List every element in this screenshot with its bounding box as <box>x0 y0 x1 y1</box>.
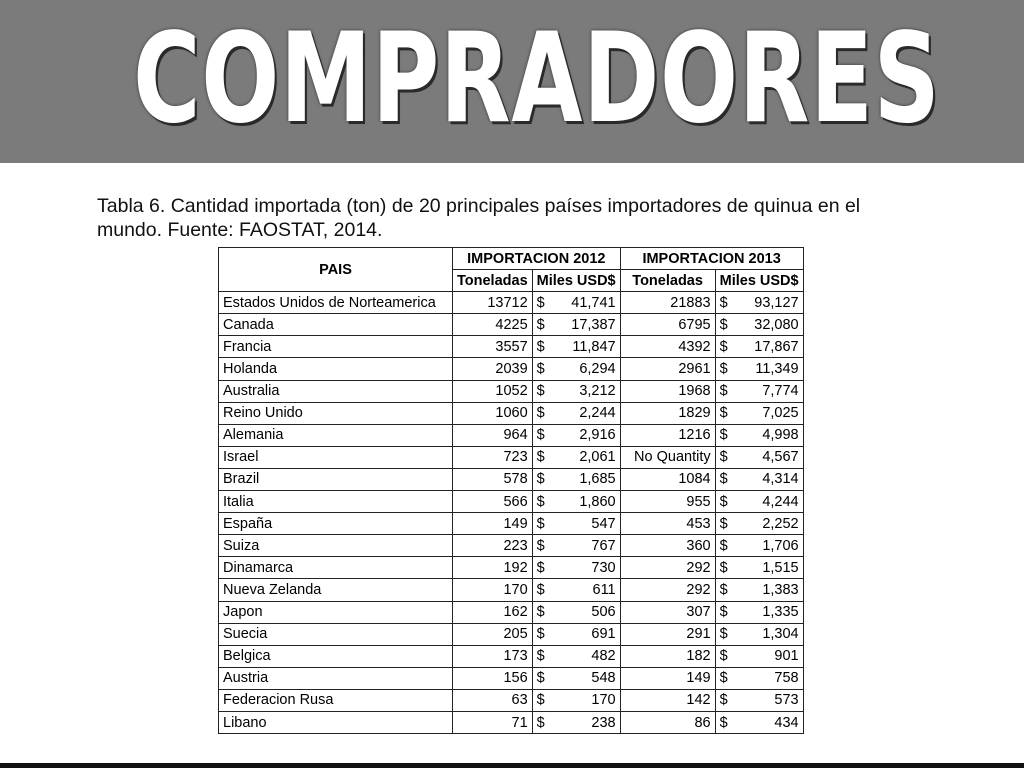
table-row <box>219 468 804 490</box>
usd-value: 4,314 <box>762 471 799 488</box>
cell-usd-2012 <box>532 667 620 689</box>
cell-tons-2013: 86 <box>620 711 715 733</box>
cell-usd-2013 <box>715 468 803 490</box>
usd-value: 238 <box>591 714 616 731</box>
cell-usd-2013 <box>715 689 803 711</box>
header-import-2013: IMPORTACION 2013 <box>620 248 803 270</box>
cell-usd-2013 <box>715 402 803 424</box>
cell-usd-2013 <box>715 336 803 358</box>
cell-tons-2012: 1060 <box>453 402 533 424</box>
usd-value: 32,080 <box>754 316 799 333</box>
currency-symbol: $ <box>536 670 545 687</box>
usd-value: 93,127 <box>754 294 799 311</box>
table-row <box>219 557 804 579</box>
cell-country: Nueva Zelanda <box>219 579 453 601</box>
usd-value: 1,706 <box>762 537 799 554</box>
currency-symbol: $ <box>536 537 545 554</box>
usd-value: 3,212 <box>579 383 616 400</box>
cell-usd-2012 <box>532 535 620 557</box>
usd-value: 4,998 <box>762 427 799 444</box>
header-usd-2013: Miles USD$ <box>715 270 803 292</box>
cell-tons-2012: 566 <box>453 491 533 513</box>
cell-tons-2013: 453 <box>620 513 715 535</box>
currency-symbol: $ <box>536 383 545 400</box>
cell-usd-2012 <box>532 689 620 711</box>
cell-tons-2013: 1829 <box>620 402 715 424</box>
currency-symbol: $ <box>536 294 545 311</box>
currency-symbol: $ <box>536 471 545 488</box>
currency-symbol: $ <box>719 405 728 422</box>
table-row <box>219 689 804 711</box>
usd-value: 2,252 <box>762 515 799 532</box>
table-row <box>219 667 804 689</box>
usd-value: 7,025 <box>762 405 799 422</box>
cell-tons-2012: 578 <box>453 468 533 490</box>
header-usd-2012: Miles USD$ <box>532 270 620 292</box>
cell-tons-2012: 964 <box>453 424 533 446</box>
cell-tons-2012: 13712 <box>453 292 533 314</box>
currency-symbol: $ <box>719 449 728 466</box>
cell-tons-2012: 63 <box>453 689 533 711</box>
caption-line-2: mundo. Fuente: FAOSTAT, 2014. <box>97 219 383 241</box>
cell-usd-2013 <box>715 380 803 402</box>
usd-value: 691 <box>591 626 616 643</box>
importers-table <box>218 247 804 734</box>
table-row <box>219 645 804 667</box>
cell-usd-2012 <box>532 336 620 358</box>
usd-value: 2,244 <box>579 405 616 422</box>
usd-value: 1,383 <box>762 581 799 598</box>
cell-country: Italia <box>219 491 453 513</box>
usd-value: 1,304 <box>762 626 799 643</box>
cell-tons-2012: 3557 <box>453 336 533 358</box>
table-header-row <box>219 248 804 270</box>
cell-tons-2013: No Quantity <box>620 446 715 468</box>
cell-tons-2013: 149 <box>620 667 715 689</box>
page-title: COMPRADORES <box>133 7 941 151</box>
usd-value: 1,860 <box>579 493 616 510</box>
usd-value: 547 <box>591 515 616 532</box>
cell-usd-2013 <box>715 446 803 468</box>
table-caption <box>97 194 977 242</box>
cell-tons-2013: 4392 <box>620 336 715 358</box>
usd-value: 1,515 <box>762 559 799 576</box>
usd-value: 6,294 <box>579 361 616 378</box>
cell-tons-2013: 360 <box>620 535 715 557</box>
usd-value: 2,061 <box>579 449 616 466</box>
usd-value: 506 <box>591 604 616 621</box>
currency-symbol: $ <box>536 604 545 621</box>
usd-value: 758 <box>774 670 799 687</box>
cell-country: Federacion Rusa <box>219 689 453 711</box>
cell-tons-2013: 291 <box>620 623 715 645</box>
usd-value: 41,741 <box>571 294 616 311</box>
currency-symbol: $ <box>536 648 545 665</box>
cell-usd-2012 <box>532 601 620 623</box>
currency-symbol: $ <box>719 537 728 554</box>
usd-value: 7,774 <box>762 383 799 400</box>
cell-usd-2013 <box>715 711 803 733</box>
currency-symbol: $ <box>719 316 728 333</box>
usd-value: 548 <box>591 670 616 687</box>
currency-symbol: $ <box>536 626 545 643</box>
cell-country: Japon <box>219 601 453 623</box>
cell-country: Israel <box>219 446 453 468</box>
currency-symbol: $ <box>536 405 545 422</box>
cell-usd-2012 <box>532 292 620 314</box>
cell-tons-2013: 21883 <box>620 292 715 314</box>
table-row <box>219 402 804 424</box>
cell-tons-2013: 955 <box>620 491 715 513</box>
cell-country: Libano <box>219 711 453 733</box>
cell-usd-2013 <box>715 535 803 557</box>
usd-value: 1,335 <box>762 604 799 621</box>
usd-value: 4,567 <box>762 449 799 466</box>
table-row <box>219 623 804 645</box>
currency-symbol: $ <box>536 515 545 532</box>
usd-value: 611 <box>592 581 616 598</box>
cell-country: Francia <box>219 336 453 358</box>
usd-value: 4,244 <box>762 493 799 510</box>
cell-usd-2012 <box>532 623 620 645</box>
table-row <box>219 579 804 601</box>
currency-symbol: $ <box>719 692 728 709</box>
cell-tons-2013: 292 <box>620 579 715 601</box>
cell-country: Estados Unidos de Norteamerica <box>219 292 453 314</box>
currency-symbol: $ <box>536 361 545 378</box>
usd-value: 767 <box>591 537 616 554</box>
usd-value: 170 <box>591 692 616 709</box>
currency-symbol: $ <box>536 692 545 709</box>
currency-symbol: $ <box>719 648 728 665</box>
usd-value: 434 <box>774 714 799 731</box>
cell-tons-2012: 149 <box>453 513 533 535</box>
usd-value: 1,685 <box>579 471 616 488</box>
header-import-2012: IMPORTACION 2012 <box>453 248 621 270</box>
currency-symbol: $ <box>719 670 728 687</box>
cell-usd-2012 <box>532 402 620 424</box>
usd-value: 11,349 <box>755 361 799 378</box>
currency-symbol: $ <box>536 338 545 355</box>
currency-symbol: $ <box>536 449 545 466</box>
cell-tons-2012: 173 <box>453 645 533 667</box>
cell-country: Canada <box>219 314 453 336</box>
cell-country: Australia <box>219 380 453 402</box>
cell-tons-2013: 1084 <box>620 468 715 490</box>
cell-tons-2012: 162 <box>453 601 533 623</box>
cell-tons-2012: 205 <box>453 623 533 645</box>
currency-symbol: $ <box>719 559 728 576</box>
currency-symbol: $ <box>536 581 545 598</box>
currency-symbol: $ <box>719 383 728 400</box>
table-row <box>219 336 804 358</box>
cell-usd-2012 <box>532 579 620 601</box>
usd-value: 482 <box>591 648 616 665</box>
currency-symbol: $ <box>536 714 545 731</box>
cell-tons-2013: 1968 <box>620 380 715 402</box>
cell-tons-2013: 182 <box>620 645 715 667</box>
cell-usd-2013 <box>715 424 803 446</box>
currency-symbol: $ <box>719 626 728 643</box>
usd-value: 730 <box>591 559 616 576</box>
cell-country: Dinamarca <box>219 557 453 579</box>
title-banner <box>0 0 1024 163</box>
table-row <box>219 446 804 468</box>
cell-tons-2013: 142 <box>620 689 715 711</box>
currency-symbol: $ <box>536 493 545 510</box>
currency-symbol: $ <box>719 427 728 444</box>
cell-usd-2013 <box>715 292 803 314</box>
cell-tons-2012: 71 <box>453 711 533 733</box>
cell-country: España <box>219 513 453 535</box>
cell-usd-2012 <box>532 468 620 490</box>
cell-usd-2012 <box>532 513 620 535</box>
usd-value: 573 <box>774 692 799 709</box>
cell-country: Suiza <box>219 535 453 557</box>
currency-symbol: $ <box>719 493 728 510</box>
cell-usd-2013 <box>715 358 803 380</box>
currency-symbol: $ <box>719 294 728 311</box>
table-row <box>219 314 804 336</box>
table-body <box>219 292 804 734</box>
cell-tons-2013: 307 <box>620 601 715 623</box>
currency-symbol: $ <box>719 338 728 355</box>
usd-value: 901 <box>774 648 799 665</box>
table-row <box>219 491 804 513</box>
currency-symbol: $ <box>536 559 545 576</box>
table-row <box>219 424 804 446</box>
table-row <box>219 601 804 623</box>
bottom-divider <box>0 763 1024 768</box>
table-row <box>219 292 804 314</box>
cell-usd-2013 <box>715 491 803 513</box>
usd-value: 17,387 <box>571 316 616 333</box>
currency-symbol: $ <box>719 471 728 488</box>
cell-usd-2012 <box>532 358 620 380</box>
currency-symbol: $ <box>719 714 728 731</box>
cell-country: Belgica <box>219 645 453 667</box>
cell-usd-2013 <box>715 557 803 579</box>
cell-usd-2013 <box>715 314 803 336</box>
currency-symbol: $ <box>536 316 545 333</box>
table-row <box>219 380 804 402</box>
table-row <box>219 711 804 733</box>
currency-symbol: $ <box>536 427 545 444</box>
cell-tons-2012: 4225 <box>453 314 533 336</box>
header-tons-2012: Toneladas <box>453 270 533 292</box>
cell-tons-2012: 192 <box>453 557 533 579</box>
cell-usd-2012 <box>532 557 620 579</box>
currency-symbol: $ <box>719 361 728 378</box>
cell-usd-2013 <box>715 513 803 535</box>
cell-tons-2013: 292 <box>620 557 715 579</box>
cell-country: Austria <box>219 667 453 689</box>
cell-tons-2012: 223 <box>453 535 533 557</box>
cell-usd-2012 <box>532 645 620 667</box>
cell-tons-2012: 170 <box>453 579 533 601</box>
usd-value: 17,867 <box>754 338 799 355</box>
cell-tons-2013: 2961 <box>620 358 715 380</box>
table-row <box>219 358 804 380</box>
cell-usd-2013 <box>715 601 803 623</box>
cell-country: Suecia <box>219 623 453 645</box>
cell-tons-2013: 1216 <box>620 424 715 446</box>
cell-country: Holanda <box>219 358 453 380</box>
cell-usd-2013 <box>715 623 803 645</box>
cell-usd-2012 <box>532 446 620 468</box>
table-row <box>219 513 804 535</box>
cell-usd-2012 <box>532 424 620 446</box>
cell-country: Brazil <box>219 468 453 490</box>
cell-usd-2013 <box>715 667 803 689</box>
currency-symbol: $ <box>719 604 728 621</box>
usd-value: 2,916 <box>579 427 616 444</box>
cell-usd-2013 <box>715 579 803 601</box>
cell-usd-2012 <box>532 711 620 733</box>
cell-tons-2012: 1052 <box>453 380 533 402</box>
cell-usd-2013 <box>715 645 803 667</box>
table-row <box>219 535 804 557</box>
cell-tons-2012: 2039 <box>453 358 533 380</box>
cell-country: Reino Unido <box>219 402 453 424</box>
usd-value: 11,847 <box>572 338 616 355</box>
cell-usd-2012 <box>532 314 620 336</box>
cell-tons-2013: 6795 <box>620 314 715 336</box>
cell-tons-2012: 723 <box>453 446 533 468</box>
cell-tons-2012: 156 <box>453 667 533 689</box>
caption-line-1: Tabla 6. Cantidad importada (ton) de 20 principales países importadores de quinua en el <box>97 195 861 217</box>
cell-usd-2012 <box>532 491 620 513</box>
header-tons-2013: Toneladas <box>620 270 715 292</box>
header-country: PAIS <box>219 248 453 292</box>
currency-symbol: $ <box>719 581 728 598</box>
cell-usd-2012 <box>532 380 620 402</box>
currency-symbol: $ <box>719 515 728 532</box>
cell-country: Alemania <box>219 424 453 446</box>
